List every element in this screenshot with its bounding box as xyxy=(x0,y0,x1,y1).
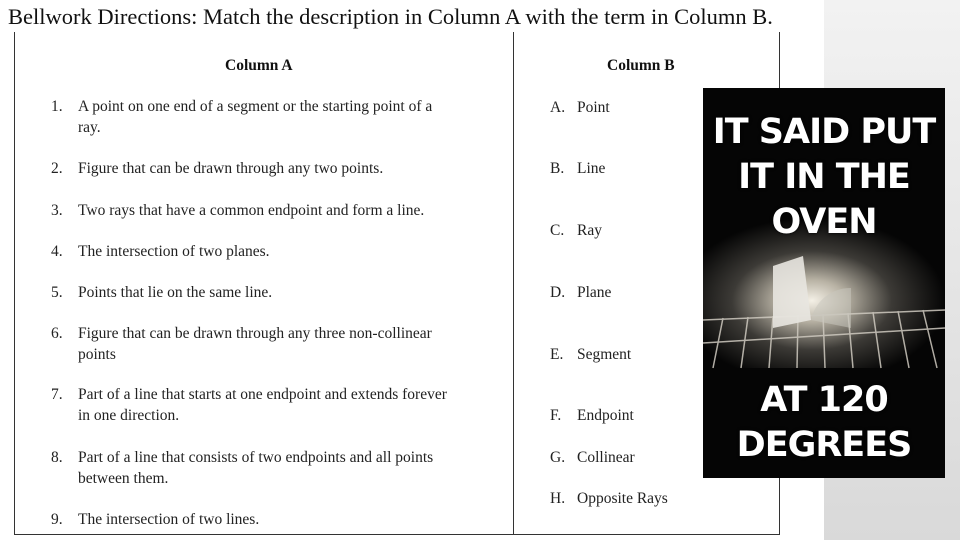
item-text-line2: ray. xyxy=(78,119,101,136)
item-text-line1: Figure that can be drawn through any three non-collinear xyxy=(78,325,432,342)
item-text xyxy=(78,384,447,426)
column-divider xyxy=(513,32,514,535)
item-letter: F. xyxy=(550,407,562,424)
item-letter: C. xyxy=(550,222,565,239)
item-number: 4. xyxy=(51,243,63,260)
worksheet-document xyxy=(4,0,822,540)
column-a-header: Column A xyxy=(225,57,293,74)
meme-text-line: IT IN THE xyxy=(738,157,910,197)
item-text-line1: A point on one end of a segment or the starting point of a xyxy=(78,98,433,115)
item-text: Points that lie on the same line. xyxy=(78,284,273,301)
item-text-line2: in one direction. xyxy=(78,407,180,424)
oven-meme-image xyxy=(703,88,945,478)
item-number: 6. xyxy=(51,325,63,342)
item-number: 7. xyxy=(51,386,63,403)
item-letter: G. xyxy=(550,449,566,466)
item-text xyxy=(78,323,432,365)
item-text xyxy=(78,96,432,138)
meme-text-line: AT 120 xyxy=(760,380,888,420)
item-number: 9. xyxy=(51,511,63,528)
item-number: 2. xyxy=(51,160,63,177)
item-letter: B. xyxy=(550,160,565,177)
item-text-line1: Part of a line that consists of two endpoints and all points xyxy=(78,449,434,466)
meme-text-line: IT SAID PUT xyxy=(712,112,936,152)
item-text xyxy=(78,447,433,489)
item-letter: H. xyxy=(550,490,566,507)
item-text-line1: Part of a line that starts at one endpoint and extends forever xyxy=(78,386,447,403)
item-text-line2: points xyxy=(78,346,116,363)
item-number: 5. xyxy=(51,284,63,301)
meme-bottom-text xyxy=(703,378,945,468)
item-text: Figure that can be drawn through any two points. xyxy=(78,160,384,177)
item-number: 3. xyxy=(51,202,63,219)
page-title: Bellwork Directions: Match the description in Column A with the term in Column B. xyxy=(8,4,773,29)
item-term: Endpoint xyxy=(577,407,634,424)
item-text: Two rays that have a common endpoint and form a line. xyxy=(78,202,425,219)
item-term: Point xyxy=(577,99,610,116)
column-b-header: Column B xyxy=(607,57,675,74)
item-term: Plane xyxy=(577,284,612,301)
item-term: Line xyxy=(577,160,606,177)
item-text: The intersection of two planes. xyxy=(78,243,270,260)
meme-text-line: DEGREES xyxy=(736,425,912,465)
item-term: Collinear xyxy=(577,449,635,466)
item-text: The intersection of two lines. xyxy=(78,511,260,528)
item-number: 8. xyxy=(51,449,63,466)
item-letter: A. xyxy=(550,99,566,116)
item-letter: D. xyxy=(550,284,566,301)
item-term: Opposite Rays xyxy=(577,490,668,507)
item-text-line2: between them. xyxy=(78,470,169,487)
meme-text-line: OVEN xyxy=(771,202,877,242)
meme-top-text xyxy=(703,110,945,245)
item-term: Ray xyxy=(577,222,602,239)
item-term: Segment xyxy=(577,346,632,363)
item-number: 1. xyxy=(51,98,63,115)
item-letter: E. xyxy=(550,346,564,363)
